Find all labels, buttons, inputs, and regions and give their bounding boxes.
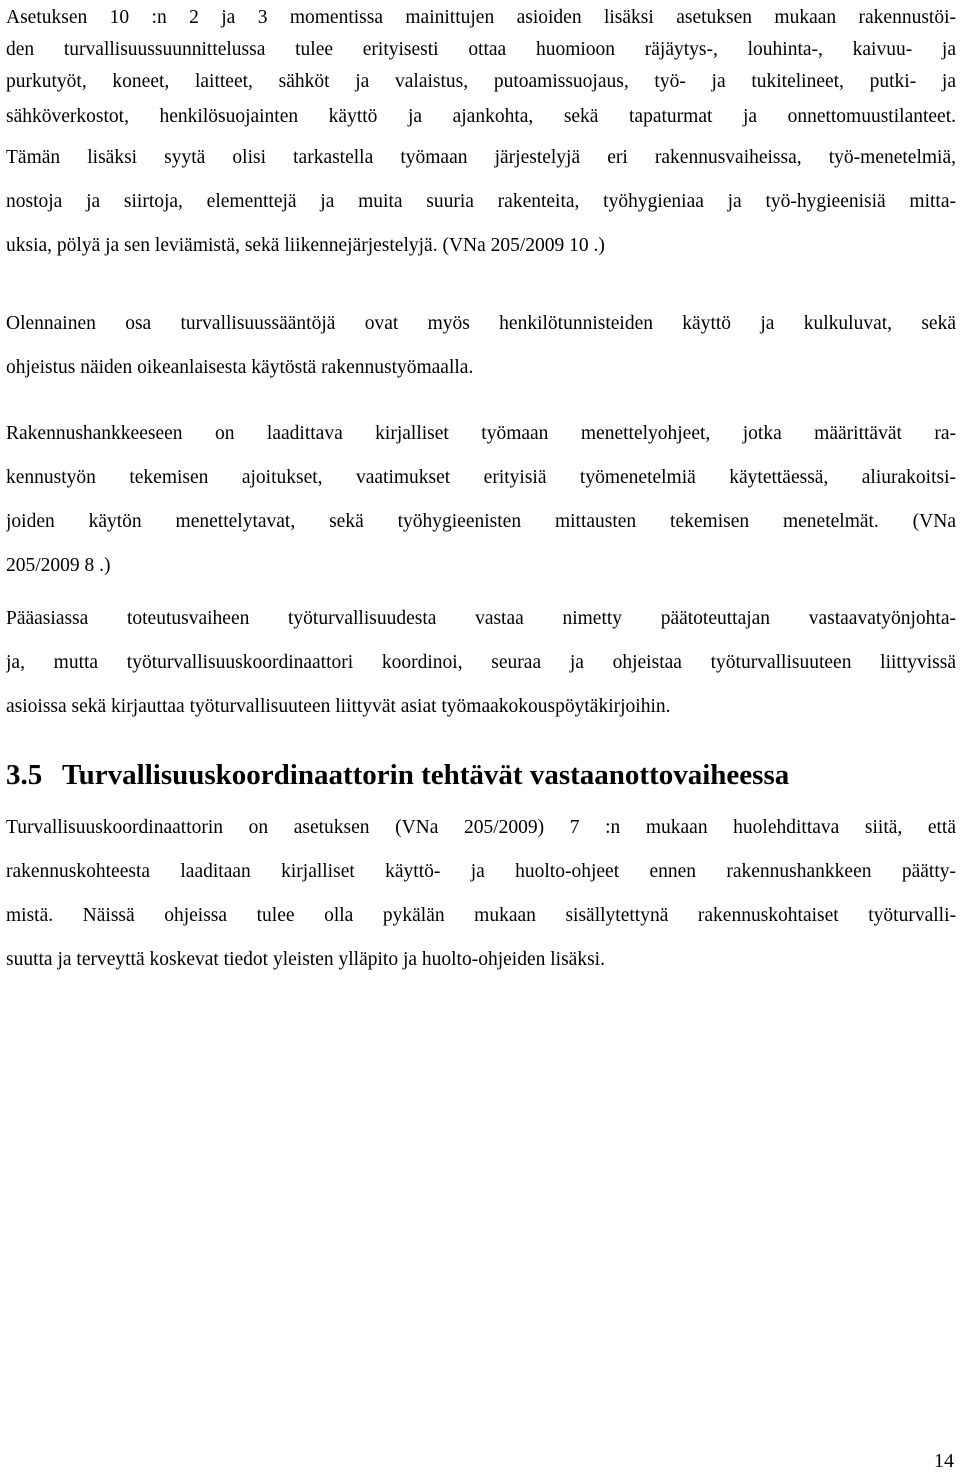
paragraph-line: Olennainen osa turvallisuussääntöjä ovat myös henkilötunnisteiden käyttö ja kulkuluvat, sekä <box>6 313 956 334</box>
paragraph-line: sähköverkostot, henkilösuojainten käyttö ja ajankohta, sekä tapaturmat ja onnettomuustilanteet. <box>6 106 956 127</box>
paragraph-line: Turvallisuuskoordinaattorin on asetuksen (VNa 205/2009) 7 :n mukaan huolehdittava siitä, että <box>6 817 956 838</box>
section-heading <box>6 754 956 796</box>
paragraph-line: nostoja ja siirtoja, elementtejä ja muita suuria rakenteita, työhygieniaa ja työ-hygieenisiä mitta- <box>6 191 956 212</box>
paragraph-line: suutta ja terveyttä koskevat tiedot yleisten ylläpito ja huolto-ohjeiden lisäksi. <box>6 949 605 970</box>
paragraph-2 <box>6 302 956 390</box>
paragraph-line: mistä. Näissä ohjeissa tulee olla pykälän mukaan sisällytettynä rakennuskohtaiset työturvalli- <box>6 905 956 926</box>
paragraph-line: Pääasiassa toteutusvaiheen työturvallisuudesta vastaa nimetty päätoteuttajan vastaavatyönjohta- <box>6 608 956 629</box>
paragraph-5 <box>6 806 956 982</box>
section-title: Turvallisuuskoordinaattorin tehtävät vastaanottovaiheessa <box>62 759 790 791</box>
paragraph-line: uksia, pölyä ja sen leviämistä, sekä liikennejärjestelyjä. (VNa 205/2009 10 .) <box>6 235 605 256</box>
paragraph-line: kennustyön tekemisen ajoitukset, vaatimukset erityisiä työmenetelmiä käytettäessä, aliurakoitsi- <box>6 467 956 488</box>
paragraph-line: ja, mutta työturvallisuuskoordinaattori koordinoi, seuraa ja ohjeistaa työturvallisuuteen liittyvissä <box>6 652 956 673</box>
paragraph-4 <box>6 597 956 729</box>
paragraph-line: rakennuskohteesta laaditaan kirjalliset käyttö- ja huolto-ohjeet ennen rakennushankkeen päätty- <box>6 861 956 882</box>
paragraph-line: Tämän lisäksi syytä olisi tarkastella työmaan järjestelyjä eri rakennusvaiheissa, työ-menetelmiä, <box>6 147 956 168</box>
page-number: 14 <box>934 1450 954 1472</box>
paragraph-line: asioissa sekä kirjauttaa työturvallisuuteen liittyvät asiat työmaakokouspöytäkirjoihin. <box>6 696 671 717</box>
paragraph-3 <box>6 412 956 588</box>
paragraph-line: Rakennushankkeeseen on laadittava kirjalliset työmaan menettelyohjeet, jotka määrittävät ra- <box>6 423 956 444</box>
section-number: 3.5 <box>6 759 43 791</box>
paragraph-line: joiden käytön menettelytavat, sekä työhygieenisten mittausten tekemisen menetelmät. (VNa <box>6 511 956 532</box>
paragraph-line: purkutyöt, koneet, laitteet, sähköt ja valaistus, putoamissuojaus, työ- ja tukitelineet, putki- ja <box>6 71 956 92</box>
paragraph-line: Asetuksen 10 :n 2 ja 3 momentissa mainittujen asioiden lisäksi asetuksen mukaan rakennustöi- <box>6 7 956 28</box>
paragraph-1 <box>6 2 956 268</box>
paragraph-line: den turvallisuussuunnittelussa tulee erityisesti ottaa huomioon räjäytys-, louhinta-, kaivuu- ja <box>6 39 956 60</box>
paragraph-line: 205/2009 8 .) <box>6 555 111 576</box>
paragraph-line: ohjeistus näiden oikeanlaisesta käytöstä rakennustyömaalla. <box>6 357 474 378</box>
